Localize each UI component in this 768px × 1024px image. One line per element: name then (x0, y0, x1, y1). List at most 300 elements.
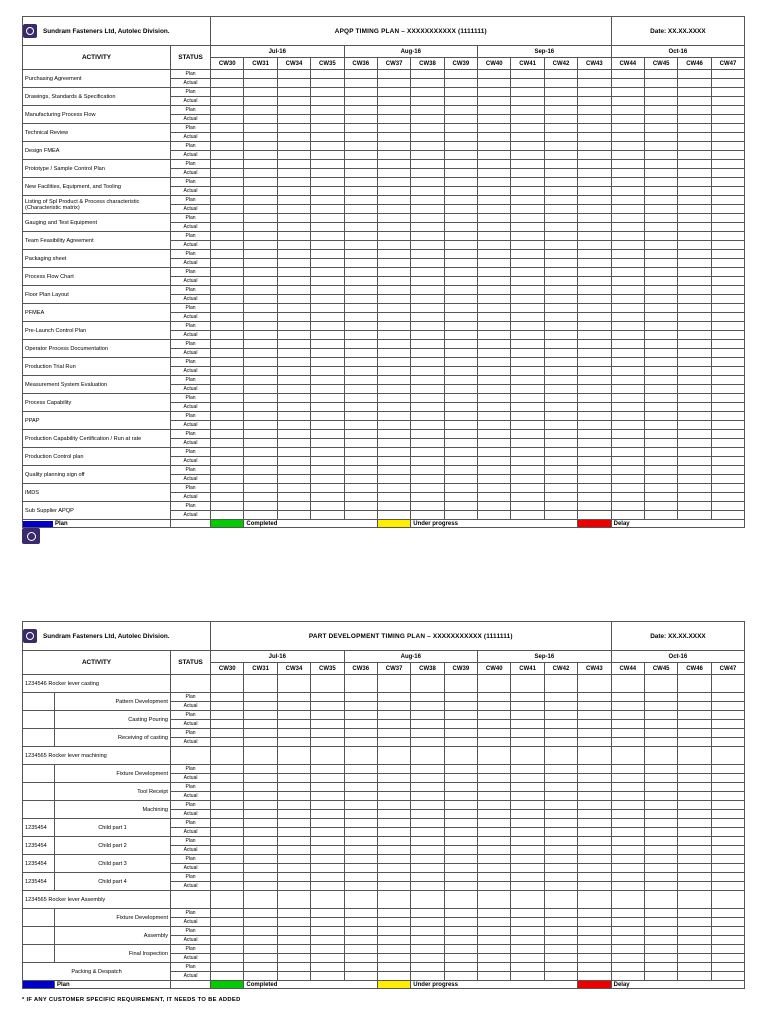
timeline-cell[interactable] (478, 855, 511, 864)
timeline-cell[interactable] (478, 421, 511, 430)
timeline-cell[interactable] (478, 268, 511, 277)
timeline-cell[interactable] (644, 430, 677, 439)
timeline-cell[interactable] (444, 864, 477, 873)
timeline-cell[interactable] (411, 855, 444, 864)
timeline-cell[interactable] (544, 412, 577, 421)
timeline-cell[interactable] (411, 241, 444, 250)
timeline-cell[interactable] (478, 729, 511, 738)
timeline-cell[interactable] (377, 484, 410, 493)
timeline-cell[interactable] (344, 693, 377, 702)
timeline-cell[interactable] (244, 729, 277, 738)
timeline-cell[interactable] (511, 430, 544, 439)
timeline-cell[interactable] (444, 963, 477, 972)
timeline-cell[interactable] (645, 819, 678, 828)
timeline-cell[interactable] (277, 304, 310, 313)
timeline-cell[interactable] (277, 936, 310, 945)
timeline-cell[interactable] (578, 421, 611, 430)
timeline-cell[interactable] (211, 738, 244, 747)
timeline-cell[interactable] (411, 511, 444, 520)
timeline-cell[interactable] (344, 88, 377, 97)
timeline-cell[interactable] (411, 864, 444, 873)
timeline-cell[interactable] (711, 448, 744, 457)
timeline-cell[interactable] (444, 151, 477, 160)
timeline-cell[interactable] (544, 250, 577, 259)
timeline-cell[interactable] (644, 88, 677, 97)
timeline-cell[interactable] (344, 367, 377, 376)
timeline-cell[interactable] (211, 178, 244, 187)
timeline-cell[interactable] (344, 259, 377, 268)
timeline-cell[interactable] (544, 819, 577, 828)
timeline-cell[interactable] (377, 448, 410, 457)
timeline-cell[interactable] (511, 783, 544, 792)
timeline-cell[interactable] (277, 277, 310, 286)
timeline-cell[interactable] (678, 304, 711, 313)
timeline-cell[interactable] (611, 340, 644, 349)
timeline-cell[interactable] (344, 187, 377, 196)
timeline-cell[interactable] (211, 97, 244, 106)
timeline-cell[interactable] (277, 205, 310, 214)
timeline-cell[interactable] (444, 97, 477, 106)
timeline-cell[interactable] (611, 115, 644, 124)
timeline-cell[interactable] (444, 376, 477, 385)
timeline-cell[interactable] (644, 457, 677, 466)
timeline-cell[interactable] (211, 259, 244, 268)
timeline-cell[interactable] (377, 693, 410, 702)
timeline-cell[interactable] (377, 846, 410, 855)
timeline-cell[interactable] (678, 963, 711, 972)
timeline-cell[interactable] (311, 511, 344, 520)
timeline-cell[interactable] (678, 232, 711, 241)
timeline-cell[interactable] (678, 927, 711, 936)
timeline-cell[interactable] (611, 801, 644, 810)
timeline-cell[interactable] (211, 349, 244, 358)
timeline-cell[interactable] (411, 115, 444, 124)
timeline-cell[interactable] (211, 223, 244, 232)
timeline-cell[interactable] (344, 493, 377, 502)
timeline-cell[interactable] (211, 864, 244, 873)
timeline-cell[interactable] (211, 322, 244, 331)
timeline-cell[interactable] (511, 945, 544, 954)
timeline-cell[interactable] (211, 115, 244, 124)
timeline-cell[interactable] (244, 502, 277, 511)
timeline-cell[interactable] (478, 918, 511, 927)
timeline-cell[interactable] (678, 774, 711, 783)
timeline-cell[interactable] (544, 79, 577, 88)
timeline-cell[interactable] (478, 250, 511, 259)
timeline-cell[interactable] (578, 936, 611, 945)
timeline-cell[interactable] (411, 160, 444, 169)
timeline-cell[interactable] (344, 457, 377, 466)
timeline-cell[interactable] (344, 720, 377, 729)
timeline-cell[interactable] (544, 810, 577, 819)
timeline-cell[interactable] (377, 403, 410, 412)
timeline-cell[interactable] (544, 421, 577, 430)
timeline-cell[interactable] (211, 466, 244, 475)
timeline-cell[interactable] (478, 475, 511, 484)
timeline-cell[interactable] (511, 79, 544, 88)
timeline-cell[interactable] (277, 79, 310, 88)
timeline-cell[interactable] (478, 493, 511, 502)
timeline-cell[interactable] (544, 340, 577, 349)
timeline-cell[interactable] (411, 97, 444, 106)
timeline-cell[interactable] (678, 196, 711, 205)
timeline-cell[interactable] (711, 891, 744, 909)
timeline-cell[interactable] (277, 403, 310, 412)
timeline-cell[interactable] (344, 945, 377, 954)
timeline-cell[interactable] (544, 376, 577, 385)
timeline-cell[interactable] (444, 729, 477, 738)
timeline-cell[interactable] (244, 936, 277, 945)
timeline-cell[interactable] (645, 954, 678, 963)
timeline-cell[interactable] (411, 810, 444, 819)
timeline-cell[interactable] (711, 259, 744, 268)
timeline-cell[interactable] (511, 936, 544, 945)
timeline-cell[interactable] (311, 295, 344, 304)
timeline-cell[interactable] (678, 169, 711, 178)
timeline-cell[interactable] (544, 927, 577, 936)
timeline-cell[interactable] (578, 79, 611, 88)
timeline-cell[interactable] (544, 693, 577, 702)
timeline-cell[interactable] (511, 187, 544, 196)
timeline-cell[interactable] (311, 484, 344, 493)
timeline-cell[interactable] (645, 846, 678, 855)
timeline-cell[interactable] (511, 259, 544, 268)
timeline-cell[interactable] (411, 466, 444, 475)
timeline-cell[interactable] (211, 747, 244, 765)
timeline-cell[interactable] (344, 421, 377, 430)
timeline-cell[interactable] (444, 241, 477, 250)
timeline-cell[interactable] (277, 376, 310, 385)
timeline-cell[interactable] (311, 250, 344, 259)
timeline-cell[interactable] (645, 774, 678, 783)
timeline-cell[interactable] (644, 403, 677, 412)
timeline-cell[interactable] (511, 295, 544, 304)
timeline-cell[interactable] (511, 774, 544, 783)
timeline-cell[interactable] (711, 412, 744, 421)
timeline-cell[interactable] (211, 367, 244, 376)
timeline-cell[interactable] (511, 702, 544, 711)
timeline-cell[interactable] (244, 304, 277, 313)
timeline-cell[interactable] (277, 675, 310, 693)
timeline-cell[interactable] (411, 693, 444, 702)
timeline-cell[interactable] (544, 124, 577, 133)
timeline-cell[interactable] (344, 277, 377, 286)
timeline-cell[interactable] (311, 738, 344, 747)
timeline-cell[interactable] (444, 340, 477, 349)
timeline-cell[interactable] (311, 97, 344, 106)
timeline-cell[interactable] (711, 322, 744, 331)
timeline-cell[interactable] (644, 142, 677, 151)
timeline-cell[interactable] (211, 187, 244, 196)
timeline-cell[interactable] (411, 178, 444, 187)
timeline-cell[interactable] (211, 421, 244, 430)
timeline-cell[interactable] (578, 169, 611, 178)
timeline-cell[interactable] (311, 765, 344, 774)
timeline-cell[interactable] (544, 675, 577, 693)
timeline-cell[interactable] (244, 151, 277, 160)
timeline-cell[interactable] (678, 439, 711, 448)
timeline-cell[interactable] (211, 79, 244, 88)
timeline-cell[interactable] (411, 936, 444, 945)
timeline-cell[interactable] (244, 187, 277, 196)
timeline-cell[interactable] (244, 142, 277, 151)
timeline-cell[interactable] (277, 493, 310, 502)
timeline-cell[interactable] (211, 828, 244, 837)
timeline-cell[interactable] (544, 502, 577, 511)
timeline-cell[interactable] (711, 810, 744, 819)
timeline-cell[interactable] (444, 394, 477, 403)
timeline-cell[interactable] (678, 214, 711, 223)
timeline-cell[interactable] (544, 747, 577, 765)
timeline-cell[interactable] (611, 846, 644, 855)
timeline-cell[interactable] (411, 846, 444, 855)
timeline-cell[interactable] (644, 115, 677, 124)
timeline-cell[interactable] (377, 837, 410, 846)
timeline-cell[interactable] (444, 720, 477, 729)
timeline-cell[interactable] (611, 702, 644, 711)
timeline-cell[interactable] (645, 828, 678, 837)
timeline-cell[interactable] (578, 918, 611, 927)
timeline-cell[interactable] (311, 232, 344, 241)
timeline-cell[interactable] (678, 945, 711, 954)
timeline-cell[interactable] (611, 250, 644, 259)
timeline-cell[interactable] (511, 864, 544, 873)
timeline-cell[interactable] (678, 484, 711, 493)
timeline-cell[interactable] (678, 115, 711, 124)
timeline-cell[interactable] (311, 448, 344, 457)
timeline-cell[interactable] (444, 232, 477, 241)
timeline-cell[interactable] (311, 864, 344, 873)
timeline-cell[interactable] (311, 828, 344, 837)
timeline-cell[interactable] (411, 214, 444, 223)
timeline-cell[interactable] (611, 711, 644, 720)
timeline-cell[interactable] (478, 304, 511, 313)
timeline-cell[interactable] (344, 864, 377, 873)
timeline-cell[interactable] (444, 70, 477, 79)
timeline-cell[interactable] (277, 250, 310, 259)
timeline-cell[interactable] (678, 421, 711, 430)
timeline-cell[interactable] (244, 169, 277, 178)
timeline-cell[interactable] (645, 810, 678, 819)
timeline-cell[interactable] (411, 358, 444, 367)
timeline-cell[interactable] (411, 106, 444, 115)
timeline-cell[interactable] (444, 142, 477, 151)
timeline-cell[interactable] (711, 223, 744, 232)
timeline-cell[interactable] (711, 873, 744, 882)
timeline-cell[interactable] (644, 223, 677, 232)
timeline-cell[interactable] (244, 864, 277, 873)
timeline-cell[interactable] (511, 232, 544, 241)
timeline-cell[interactable] (511, 286, 544, 295)
timeline-cell[interactable] (377, 88, 410, 97)
timeline-cell[interactable] (344, 70, 377, 79)
timeline-cell[interactable] (244, 927, 277, 936)
timeline-cell[interactable] (511, 376, 544, 385)
timeline-cell[interactable] (311, 927, 344, 936)
timeline-cell[interactable] (244, 511, 277, 520)
timeline-cell[interactable] (478, 142, 511, 151)
timeline-cell[interactable] (711, 484, 744, 493)
timeline-cell[interactable] (411, 205, 444, 214)
timeline-cell[interactable] (611, 765, 644, 774)
timeline-cell[interactable] (377, 439, 410, 448)
timeline-cell[interactable] (544, 160, 577, 169)
timeline-cell[interactable] (277, 196, 310, 205)
timeline-cell[interactable] (678, 340, 711, 349)
timeline-cell[interactable] (578, 286, 611, 295)
timeline-cell[interactable] (377, 160, 410, 169)
timeline-cell[interactable] (678, 403, 711, 412)
timeline-cell[interactable] (678, 160, 711, 169)
timeline-cell[interactable] (311, 963, 344, 972)
timeline-cell[interactable] (644, 322, 677, 331)
timeline-cell[interactable] (444, 412, 477, 421)
timeline-cell[interactable] (511, 819, 544, 828)
timeline-cell[interactable] (711, 277, 744, 286)
timeline-cell[interactable] (211, 792, 244, 801)
timeline-cell[interactable] (344, 169, 377, 178)
timeline-cell[interactable] (544, 205, 577, 214)
timeline-cell[interactable] (377, 466, 410, 475)
timeline-cell[interactable] (377, 376, 410, 385)
timeline-cell[interactable] (444, 828, 477, 837)
timeline-cell[interactable] (277, 466, 310, 475)
timeline-cell[interactable] (244, 484, 277, 493)
timeline-cell[interactable] (244, 783, 277, 792)
timeline-cell[interactable] (711, 331, 744, 340)
timeline-cell[interactable] (478, 358, 511, 367)
timeline-cell[interactable] (377, 196, 410, 205)
timeline-cell[interactable] (244, 466, 277, 475)
timeline-cell[interactable] (478, 954, 511, 963)
timeline-cell[interactable] (578, 493, 611, 502)
timeline-cell[interactable] (244, 214, 277, 223)
timeline-cell[interactable] (377, 70, 410, 79)
timeline-cell[interactable] (344, 304, 377, 313)
timeline-cell[interactable] (711, 268, 744, 277)
timeline-cell[interactable] (244, 882, 277, 891)
timeline-cell[interactable] (678, 909, 711, 918)
timeline-cell[interactable] (645, 693, 678, 702)
timeline-cell[interactable] (644, 448, 677, 457)
timeline-cell[interactable] (377, 277, 410, 286)
timeline-cell[interactable] (544, 115, 577, 124)
timeline-cell[interactable] (644, 70, 677, 79)
timeline-cell[interactable] (678, 502, 711, 511)
timeline-cell[interactable] (711, 819, 744, 828)
timeline-cell[interactable] (344, 178, 377, 187)
timeline-cell[interactable] (678, 819, 711, 828)
timeline-cell[interactable] (377, 954, 410, 963)
timeline-cell[interactable] (544, 232, 577, 241)
timeline-cell[interactable] (478, 214, 511, 223)
timeline-cell[interactable] (711, 178, 744, 187)
timeline-cell[interactable] (411, 403, 444, 412)
timeline-cell[interactable] (611, 945, 644, 954)
timeline-cell[interactable] (377, 909, 410, 918)
timeline-cell[interactable] (711, 502, 744, 511)
timeline-cell[interactable] (711, 286, 744, 295)
timeline-cell[interactable] (444, 385, 477, 394)
timeline-cell[interactable] (444, 313, 477, 322)
timeline-cell[interactable] (444, 972, 477, 981)
timeline-cell[interactable] (478, 675, 511, 693)
timeline-cell[interactable] (344, 873, 377, 882)
timeline-cell[interactable] (544, 241, 577, 250)
timeline-cell[interactable] (244, 124, 277, 133)
timeline-cell[interactable] (478, 115, 511, 124)
timeline-cell[interactable] (578, 448, 611, 457)
timeline-cell[interactable] (711, 106, 744, 115)
timeline-cell[interactable] (644, 178, 677, 187)
timeline-cell[interactable] (611, 241, 644, 250)
timeline-cell[interactable] (611, 439, 644, 448)
timeline-cell[interactable] (411, 891, 444, 909)
timeline-cell[interactable] (277, 214, 310, 223)
timeline-cell[interactable] (511, 241, 544, 250)
timeline-cell[interactable] (411, 475, 444, 484)
timeline-cell[interactable] (544, 142, 577, 151)
timeline-cell[interactable] (344, 466, 377, 475)
timeline-cell[interactable] (478, 169, 511, 178)
timeline-cell[interactable] (511, 313, 544, 322)
timeline-cell[interactable] (311, 403, 344, 412)
timeline-cell[interactable] (644, 79, 677, 88)
timeline-cell[interactable] (544, 918, 577, 927)
timeline-cell[interactable] (444, 792, 477, 801)
timeline-cell[interactable] (645, 972, 678, 981)
timeline-cell[interactable] (578, 88, 611, 97)
timeline-cell[interactable] (311, 747, 344, 765)
timeline-cell[interactable] (377, 864, 410, 873)
timeline-cell[interactable] (344, 439, 377, 448)
timeline-cell[interactable] (578, 403, 611, 412)
timeline-cell[interactable] (544, 846, 577, 855)
timeline-cell[interactable] (544, 448, 577, 457)
timeline-cell[interactable] (578, 457, 611, 466)
timeline-cell[interactable] (711, 774, 744, 783)
timeline-cell[interactable] (611, 792, 644, 801)
timeline-cell[interactable] (277, 223, 310, 232)
timeline-cell[interactable] (411, 259, 444, 268)
timeline-cell[interactable] (611, 79, 644, 88)
timeline-cell[interactable] (411, 972, 444, 981)
timeline-cell[interactable] (678, 918, 711, 927)
timeline-cell[interactable] (511, 214, 544, 223)
timeline-cell[interactable] (277, 819, 310, 828)
timeline-cell[interactable] (544, 466, 577, 475)
timeline-cell[interactable] (645, 837, 678, 846)
timeline-cell[interactable] (611, 954, 644, 963)
timeline-cell[interactable] (344, 79, 377, 88)
timeline-cell[interactable] (678, 466, 711, 475)
timeline-cell[interactable] (478, 792, 511, 801)
timeline-cell[interactable] (344, 448, 377, 457)
timeline-cell[interactable] (344, 837, 377, 846)
timeline-cell[interactable] (678, 358, 711, 367)
timeline-cell[interactable] (344, 972, 377, 981)
timeline-cell[interactable] (311, 502, 344, 511)
timeline-cell[interactable] (277, 810, 310, 819)
timeline-cell[interactable] (611, 936, 644, 945)
timeline-cell[interactable] (511, 304, 544, 313)
timeline-cell[interactable] (678, 954, 711, 963)
timeline-cell[interactable] (511, 169, 544, 178)
timeline-cell[interactable] (711, 720, 744, 729)
timeline-cell[interactable] (444, 214, 477, 223)
timeline-cell[interactable] (711, 765, 744, 774)
timeline-cell[interactable] (411, 376, 444, 385)
